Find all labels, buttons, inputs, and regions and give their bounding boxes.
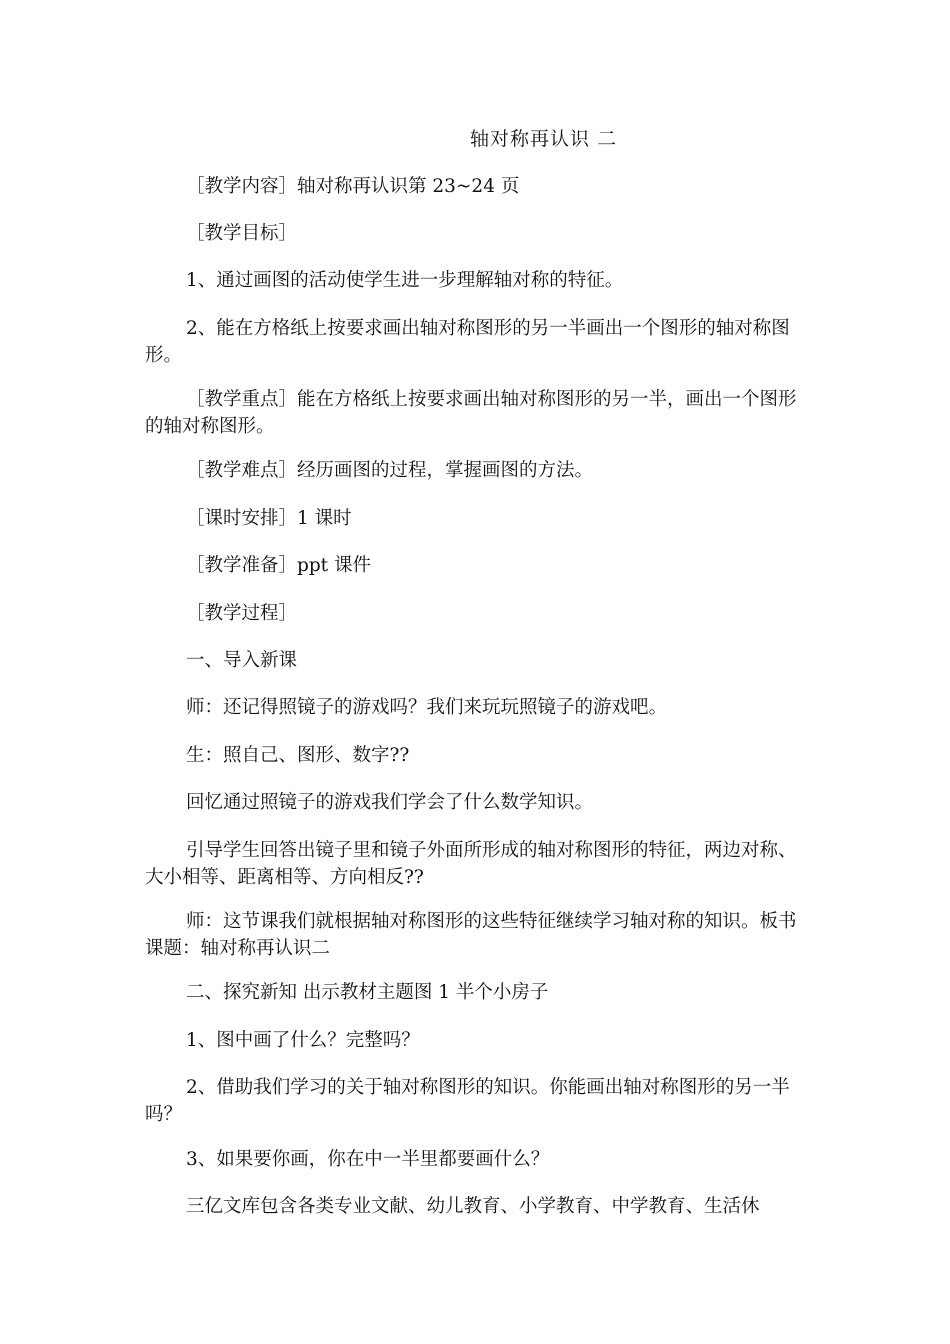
paragraph-teacher-2: 师：这节课我们就根据轴对称图形的这些特征继续学习轴对称的知识。板书课题：轴对称再认识二 (145, 911, 797, 959)
paragraph-question-3: 3、如果要你画，你在中一半里都要画什么？ (186, 1149, 550, 1170)
paragraph-teaching-goals-heading: ［教学目标］ (186, 223, 298, 244)
paragraph-teacher-1: 师：还记得照镜子的游戏吗？我们来玩玩照镜子的游戏吧。 (186, 697, 668, 718)
paragraph-footer-note: 三亿文库包含各类专业文献、幼儿教育、小学教育、中学教育、生活休 (186, 1196, 760, 1217)
paragraph-guide: 引导学生回答出镜子里和镜子外面所形成的轴对称图形的特征，两边对称、大小相等、距离相等、方向相反?? (145, 840, 797, 888)
paragraph-difficulties: ［教学难点］经历画图的过程，掌握画图的方法。 (186, 460, 594, 481)
document-title: 轴对称再认识 二 (470, 128, 618, 150)
paragraph-question-2: 2、借助我们学习的关于轴对称图形的知识。你能画出轴对称图形的另一半吗？ (145, 1077, 790, 1125)
paragraph-recall: 回忆通过照镜子的游戏我们学会了什么数学知识。 (186, 792, 594, 813)
paragraph-student-1: 生：照自己、图形、数字?? (186, 745, 410, 766)
paragraph-goal-1: 1、通过画图的活动使学生进一步理解轴对称的特征。 (186, 270, 624, 291)
paragraph-goal-2: 2、能在方格纸上按要求画出轴对称图形的另一半画出一个图形的轴对称图形。 (145, 318, 790, 366)
paragraph-teaching-content: ［教学内容］轴对称再认识第 23~24 页 (186, 176, 520, 197)
paragraph-preparation: ［教学准备］ppt 课件 (186, 555, 372, 576)
paragraph-section-2: 二、探究新知 出示教材主题图 1 半个小房子 (186, 982, 549, 1003)
paragraph-section-1: 一、导入新课 (186, 650, 298, 671)
paragraph-schedule: ［课时安排］1 课时 (186, 508, 352, 529)
paragraph-question-1: 1、图中画了什么？完整吗？ (186, 1030, 420, 1051)
paragraph-process-heading: ［教学过程］ (186, 603, 298, 624)
paragraph-key-points: ［教学重点］能在方格纸上按要求画出轴对称图形的另一半，画出一个图形的轴对称图形。 (145, 389, 797, 437)
